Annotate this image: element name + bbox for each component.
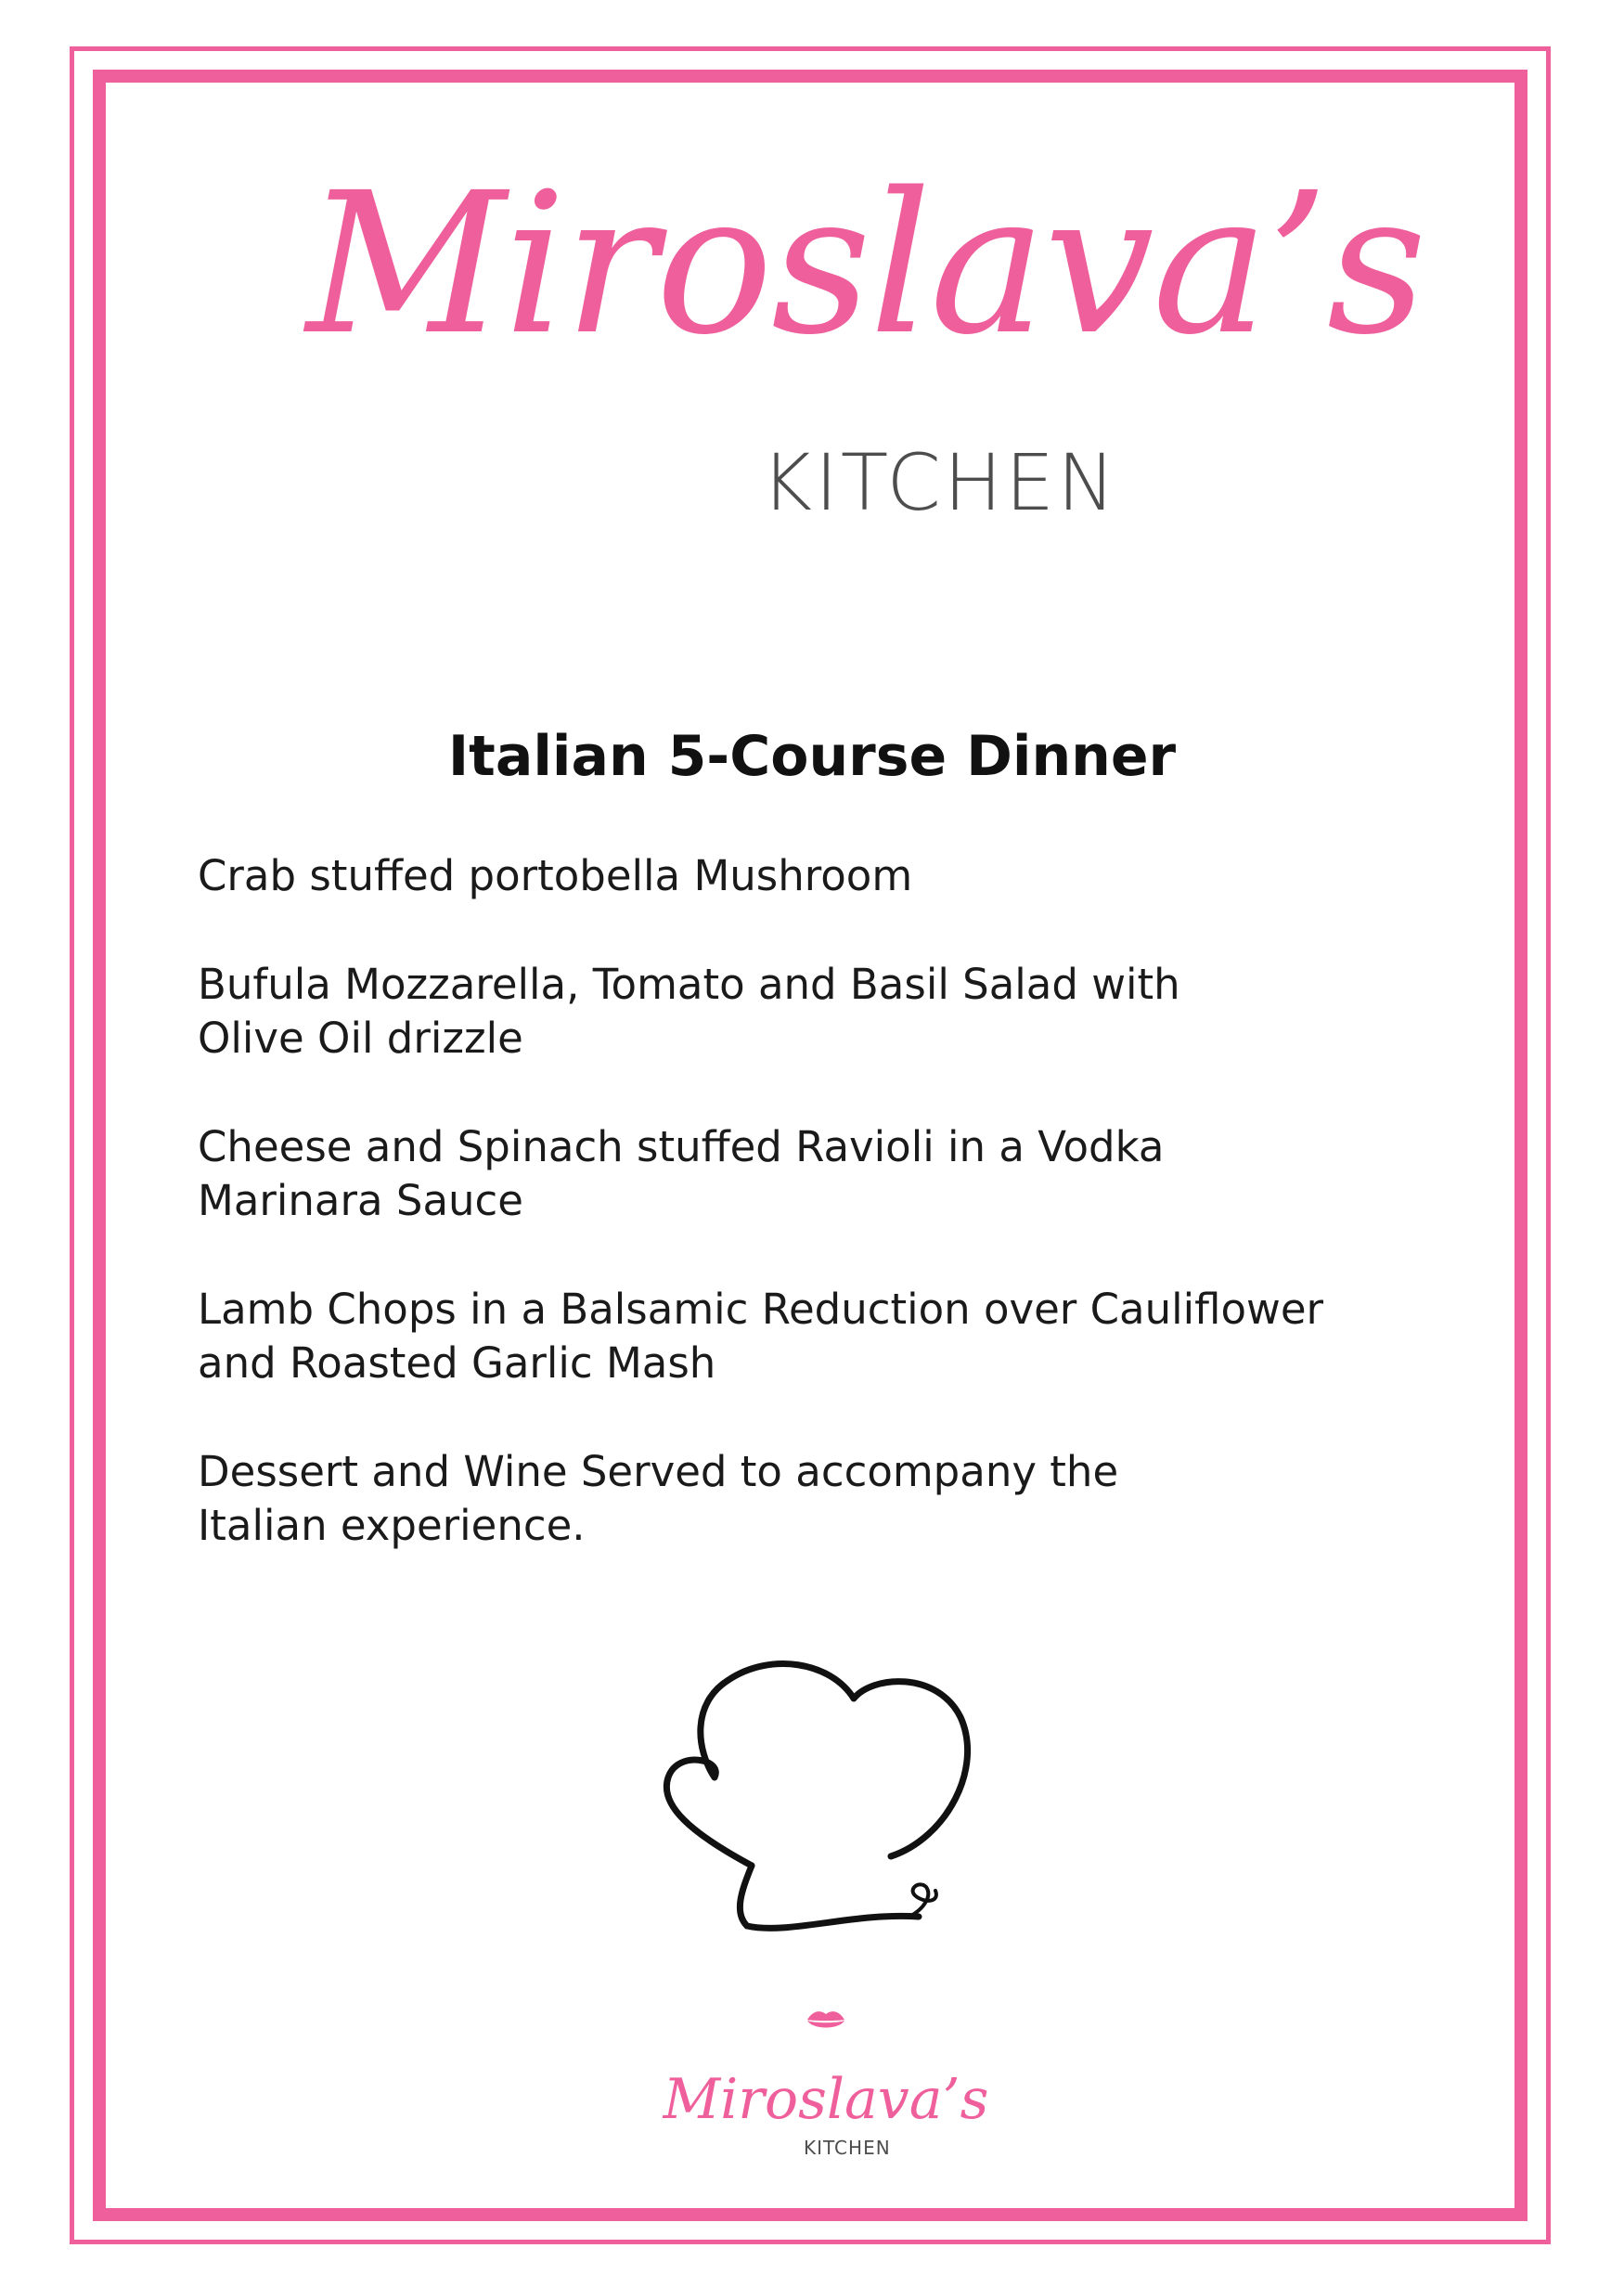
course-item	[198, 1283, 1478, 1390]
course-list	[198, 849, 1478, 1608]
course-line: Marinara Sauce	[198, 1176, 523, 1225]
course-line: Bufula Mozzarella, Tomato and Basil Salad with	[198, 960, 1180, 1009]
footer-logo-subtitle: KITCHEN	[804, 2137, 891, 2159]
menu-title: Italian 5-Course Dinner	[447, 724, 1177, 789]
logo-script-text: Miroslava’s	[306, 150, 1425, 378]
course-line: Olive Oil drizzle	[198, 1014, 523, 1063]
course-line: and Roasted Garlic Mash	[198, 1338, 716, 1388]
course-line: Cheese and Spinach stuffed Ravioli in a Vodka	[198, 1122, 1165, 1171]
course-item	[198, 1120, 1478, 1228]
chef-hat-icon	[640, 1647, 993, 1945]
course-line: Crab stuffed portobella Mushroom	[198, 851, 913, 900]
course-line: Lamb Chops in a Balsamic Reduction over Cauliflower	[198, 1285, 1324, 1334]
logo-subtitle: KITCHEN	[761, 437, 1118, 528]
course-line: Italian experience.	[198, 1501, 586, 1550]
footer-logo-script: Miroslava’s	[663, 2067, 989, 2132]
course-item	[198, 958, 1478, 1066]
lips-kiss-icon	[806, 2008, 846, 2034]
course-item	[198, 849, 1478, 903]
course-item	[198, 1445, 1478, 1553]
course-line: Dessert and Wine Served to accompany the	[198, 1447, 1119, 1496]
